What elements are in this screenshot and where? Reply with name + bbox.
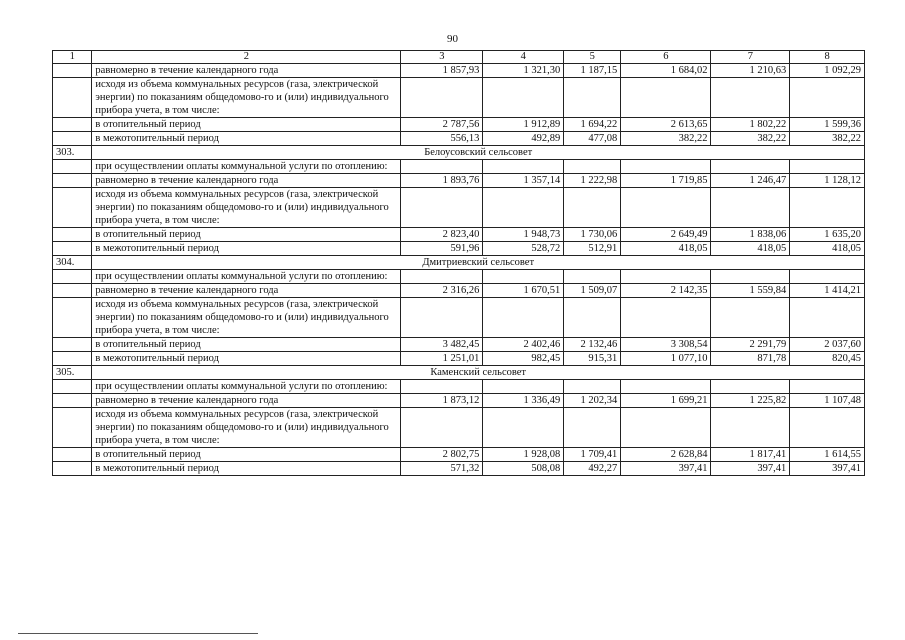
value-cell: 1 414,21	[790, 284, 865, 298]
value-cell	[711, 298, 790, 338]
section-number: 304.	[53, 256, 92, 270]
description-row	[53, 408, 865, 448]
description-row	[53, 270, 865, 284]
value-cell: 528,72	[483, 242, 564, 256]
value-cell: 1 614,55	[790, 448, 865, 462]
value-cell	[564, 270, 621, 284]
table-row	[53, 462, 865, 476]
value-cell: 1 336,49	[483, 394, 564, 408]
row-number-cell	[53, 242, 92, 256]
value-cell: 1 222,98	[564, 174, 621, 188]
value-cell	[564, 78, 621, 118]
value-cell	[621, 188, 711, 228]
row-number-cell	[53, 298, 92, 338]
section-number: 305.	[53, 366, 92, 380]
value-cell: 1 912,89	[483, 118, 564, 132]
row-number-cell	[53, 380, 92, 394]
row-label: в отопительный период	[92, 338, 401, 352]
value-cell: 1 802,22	[711, 118, 790, 132]
column-header: 8	[790, 51, 865, 64]
value-cell: 418,05	[621, 242, 711, 256]
value-cell	[711, 78, 790, 118]
value-cell	[401, 188, 483, 228]
value-cell	[401, 78, 483, 118]
value-cell: 1 857,93	[401, 64, 483, 78]
value-cell	[401, 380, 483, 394]
table-row	[53, 174, 865, 188]
row-number-cell	[53, 462, 92, 476]
value-cell: 820,45	[790, 352, 865, 366]
value-cell: 1 709,41	[564, 448, 621, 462]
section-row	[53, 146, 865, 160]
value-cell: 1 210,63	[711, 64, 790, 78]
section-title: Белоусовский сельсовет	[92, 146, 865, 160]
table-row	[53, 64, 865, 78]
table-row	[53, 284, 865, 298]
value-cell	[564, 408, 621, 448]
value-cell: 1 670,51	[483, 284, 564, 298]
column-header: 3	[401, 51, 483, 64]
value-cell: 2 316,26	[401, 284, 483, 298]
value-cell: 1 202,34	[564, 394, 621, 408]
value-cell	[401, 160, 483, 174]
column-header: 4	[483, 51, 564, 64]
value-cell	[790, 298, 865, 338]
value-cell: 382,22	[621, 132, 711, 146]
value-cell	[483, 298, 564, 338]
table-row	[53, 118, 865, 132]
value-cell	[621, 270, 711, 284]
value-cell	[401, 408, 483, 448]
section-row	[53, 256, 865, 270]
value-cell	[621, 78, 711, 118]
row-label: в отопительный период	[92, 448, 401, 462]
value-cell: 1 873,12	[401, 394, 483, 408]
value-cell: 556,13	[401, 132, 483, 146]
value-cell: 1 684,02	[621, 64, 711, 78]
row-label: в межотопительный период	[92, 242, 401, 256]
value-cell	[790, 188, 865, 228]
row-label: исходя из объема коммунальных ресурсов (газа, электрической энергии) по показаниям общедомово-го и (или) индивидуального прибора учета, в том числе:	[92, 78, 401, 118]
row-number-cell	[53, 132, 92, 146]
value-cell	[711, 380, 790, 394]
page-number: 90	[447, 33, 458, 45]
value-cell: 397,41	[621, 462, 711, 476]
value-cell: 1 187,15	[564, 64, 621, 78]
row-label: равномерно в течение календарного года	[92, 394, 401, 408]
value-cell: 2 802,75	[401, 448, 483, 462]
row-number-cell	[53, 118, 92, 132]
value-cell	[621, 298, 711, 338]
row-number-cell	[53, 228, 92, 242]
row-label: в межотопительный период	[92, 352, 401, 366]
value-cell	[790, 270, 865, 284]
value-cell	[790, 380, 865, 394]
row-label: в отопительный период	[92, 228, 401, 242]
value-cell: 1 107,48	[790, 394, 865, 408]
value-cell: 477,08	[564, 132, 621, 146]
value-cell: 1 893,76	[401, 174, 483, 188]
value-cell: 1 948,73	[483, 228, 564, 242]
value-cell: 1 321,30	[483, 64, 564, 78]
value-cell: 382,22	[790, 132, 865, 146]
value-cell: 2 402,46	[483, 338, 564, 352]
value-cell: 2 823,40	[401, 228, 483, 242]
description-row	[53, 380, 865, 394]
row-number-cell	[53, 64, 92, 78]
table-row	[53, 394, 865, 408]
column-header: 5	[564, 51, 621, 64]
column-header: 1	[53, 51, 92, 64]
section-number: 303.	[53, 146, 92, 160]
row-label: при осуществлении оплаты коммунальной услуги по отоплению:	[92, 270, 401, 284]
table-row	[53, 352, 865, 366]
value-cell: 1 928,08	[483, 448, 564, 462]
value-cell: 382,22	[711, 132, 790, 146]
section-row	[53, 366, 865, 380]
row-label: равномерно в течение календарного года	[92, 174, 401, 188]
row-number-cell	[53, 448, 92, 462]
value-cell: 2 613,65	[621, 118, 711, 132]
value-cell: 1 246,47	[711, 174, 790, 188]
row-label: в межотопительный период	[92, 462, 401, 476]
column-header: 6	[621, 51, 711, 64]
value-cell: 1 357,14	[483, 174, 564, 188]
row-label: исходя из объема коммунальных ресурсов (газа, электрической энергии) по показаниям общедомово-го и (или) индивидуального прибора учета, в том числе:	[92, 298, 401, 338]
row-label: исходя из объема коммунальных ресурсов (газа, электрической энергии) по показаниям общедомово-го и (или) индивидуального прибора учета, в том числе:	[92, 408, 401, 448]
value-cell	[790, 78, 865, 118]
description-row	[53, 160, 865, 174]
value-cell: 1 077,10	[621, 352, 711, 366]
value-cell	[711, 160, 790, 174]
row-number-cell	[53, 408, 92, 448]
value-cell	[483, 160, 564, 174]
value-cell: 1 699,21	[621, 394, 711, 408]
column-header-row	[53, 51, 865, 64]
table-row	[53, 242, 865, 256]
value-cell: 2 628,84	[621, 448, 711, 462]
table-row	[53, 132, 865, 146]
value-cell	[621, 160, 711, 174]
value-cell: 2 142,35	[621, 284, 711, 298]
row-number-cell	[53, 284, 92, 298]
row-number-cell	[53, 160, 92, 174]
value-cell	[711, 270, 790, 284]
value-cell: 418,05	[711, 242, 790, 256]
footnote-divider	[18, 633, 258, 634]
value-cell	[564, 188, 621, 228]
section-title: Каменский сельсовет	[92, 366, 865, 380]
value-cell: 1 225,82	[711, 394, 790, 408]
table-row	[53, 338, 865, 352]
row-label: равномерно в течение календарного года	[92, 284, 401, 298]
value-cell	[564, 160, 621, 174]
value-cell: 508,08	[483, 462, 564, 476]
value-cell	[621, 408, 711, 448]
row-number-cell	[53, 338, 92, 352]
description-row	[53, 78, 865, 118]
value-cell: 1 559,84	[711, 284, 790, 298]
row-label: при осуществлении оплаты коммунальной услуги по отоплению:	[92, 160, 401, 174]
column-header: 7	[711, 51, 790, 64]
value-cell: 492,27	[564, 462, 621, 476]
value-cell	[401, 270, 483, 284]
value-cell: 3 308,54	[621, 338, 711, 352]
value-cell: 1 694,22	[564, 118, 621, 132]
value-cell: 2 291,79	[711, 338, 790, 352]
row-number-cell	[53, 270, 92, 284]
row-label: исходя из объема коммунальных ресурсов (газа, электрической энергии) по показаниям общедомово-го и (или) индивидуального прибора учета, в том числе:	[92, 188, 401, 228]
row-label: в отопительный период	[92, 118, 401, 132]
value-cell	[790, 408, 865, 448]
value-cell: 397,41	[711, 462, 790, 476]
value-cell: 2 037,60	[790, 338, 865, 352]
value-cell: 982,45	[483, 352, 564, 366]
row-number-cell	[53, 394, 92, 408]
row-label: равномерно в течение календарного года	[92, 64, 401, 78]
value-cell	[401, 298, 483, 338]
tariff-table	[52, 50, 865, 476]
value-cell: 2 787,56	[401, 118, 483, 132]
row-number-cell	[53, 78, 92, 118]
value-cell: 492,89	[483, 132, 564, 146]
value-cell: 512,91	[564, 242, 621, 256]
value-cell: 397,41	[790, 462, 865, 476]
row-number-cell	[53, 174, 92, 188]
value-cell: 1 251,01	[401, 352, 483, 366]
column-header: 2	[92, 51, 401, 64]
value-cell	[711, 408, 790, 448]
tariff-table-body	[53, 51, 865, 476]
section-title: Дмитриевский сельсовет	[92, 256, 865, 270]
value-cell	[483, 270, 564, 284]
value-cell	[564, 380, 621, 394]
value-cell: 1 128,12	[790, 174, 865, 188]
value-cell: 871,78	[711, 352, 790, 366]
value-cell	[483, 78, 564, 118]
value-cell	[621, 380, 711, 394]
value-cell: 1 092,29	[790, 64, 865, 78]
table-row	[53, 228, 865, 242]
value-cell	[564, 298, 621, 338]
value-cell: 1 509,07	[564, 284, 621, 298]
description-row	[53, 298, 865, 338]
value-cell: 3 482,45	[401, 338, 483, 352]
row-number-cell	[53, 352, 92, 366]
value-cell: 1 730,06	[564, 228, 621, 242]
value-cell: 2 132,46	[564, 338, 621, 352]
row-number-cell	[53, 188, 92, 228]
value-cell: 591,96	[401, 242, 483, 256]
value-cell: 2 649,49	[621, 228, 711, 242]
value-cell	[711, 188, 790, 228]
row-label: при осуществлении оплаты коммунальной услуги по отоплению:	[92, 380, 401, 394]
value-cell: 418,05	[790, 242, 865, 256]
value-cell	[483, 408, 564, 448]
table-row	[53, 448, 865, 462]
description-row	[53, 188, 865, 228]
value-cell	[790, 160, 865, 174]
row-label: в межотопительный период	[92, 132, 401, 146]
value-cell: 1 719,85	[621, 174, 711, 188]
value-cell	[483, 380, 564, 394]
value-cell: 1 635,20	[790, 228, 865, 242]
value-cell: 1 838,06	[711, 228, 790, 242]
value-cell: 915,31	[564, 352, 621, 366]
value-cell	[483, 188, 564, 228]
value-cell: 1 599,36	[790, 118, 865, 132]
value-cell: 1 817,41	[711, 448, 790, 462]
value-cell: 571,32	[401, 462, 483, 476]
